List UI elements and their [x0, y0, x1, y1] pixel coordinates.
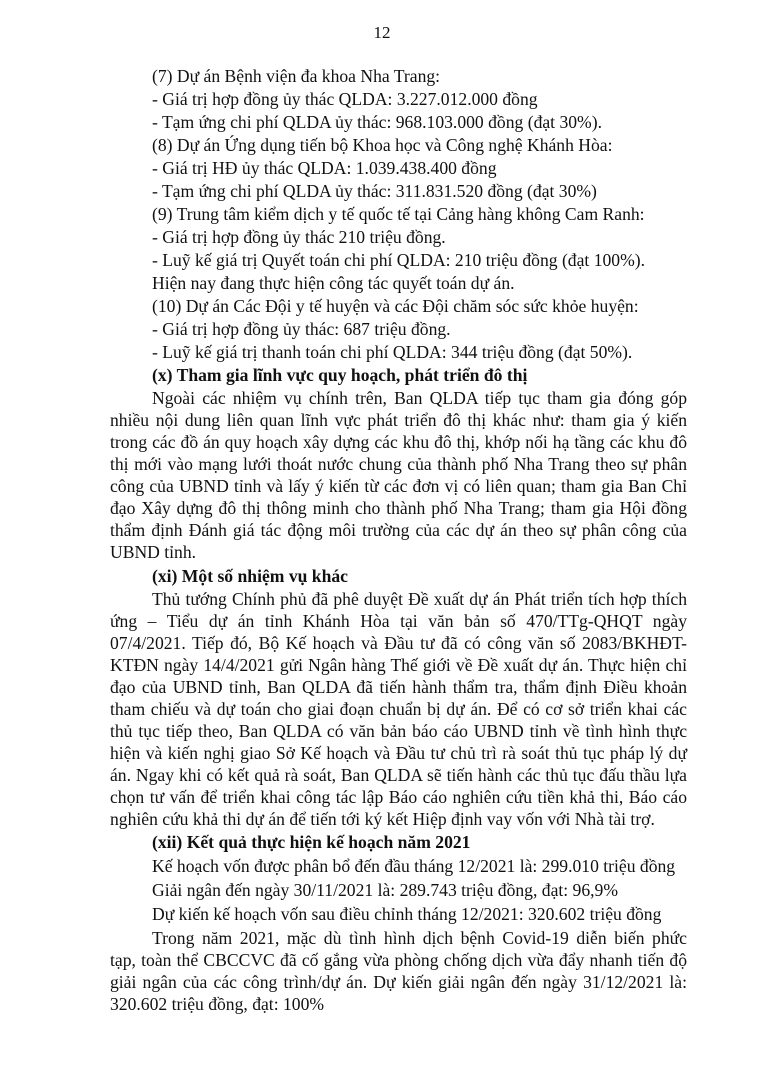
list-item: (9) Trung tâm kiểm dịch y tế quốc tế tại Cảng hàng không Cam Ranh:	[152, 204, 645, 224]
paragraph-line: 320.602 triệu đồng, đạt: 100%	[110, 994, 325, 1014]
paragraph-line: án. Ngay khi có kết quả rà soát, Ban QLDA sẽ tiến hành các thủ tục đấu thầu lựa	[110, 765, 687, 785]
paragraph-line: giải ngân của các công trình/dự án. Dự kiến giải ngân đến ngày 31/12/2021 là:	[110, 972, 687, 992]
paragraph-line: thủ tục tiếp theo, Ban QLDA có văn bản báo cáo UBND tỉnh về tình hình thực	[110, 721, 687, 741]
paragraph-line: Thủ tướng Chính phủ đã phê duyệt Đề xuất dự án Phát triển tích hợp thích	[152, 589, 687, 609]
paragraph-line: trong các đồ án quy hoạch xây dựng các khu đô thị, khớp nối hạ tầng các khu đô	[110, 432, 687, 452]
section-heading: (xii) Kết quả thực hiện kế hoạch năm 2021	[152, 832, 471, 852]
paragraph-line: nhiều nội dung liên quan lĩnh vực phát triển đô thị khác như: tham gia ý kiến	[110, 410, 687, 430]
summary-line: Kế hoạch vốn được phân bổ đến đầu tháng 12/2021 là: 299.010 triệu đồng	[152, 856, 676, 876]
paragraph-line: đạo Xây dựng đô thị thông minh cho thành phố Nha Trang; tham gia Hội đồng	[110, 498, 687, 518]
section-heading: (x) Tham gia lĩnh vực quy hoạch, phát triển đô thị	[152, 365, 528, 385]
list-item: (7) Dự án Bệnh viện đa khoa Nha Trang:	[152, 66, 441, 86]
list-item: - Luỹ kế giá trị Quyết toán chi phí QLDA: 210 triệu đồng (đạt 100%).	[152, 250, 646, 270]
page-number: 12	[373, 23, 391, 42]
list-item: - Tạm ứng chi phí QLDA ủy thác: 311.831.520 đồng (đạt 30%)	[152, 181, 597, 201]
paragraph-line: nghiên cứu khả thi dự án để tiến tới ký kết Hiệp định vay vốn với Nhà tài trợ.	[110, 809, 655, 829]
paragraph-line: Ngoài các nhiệm vụ chính trên, Ban QLDA tiếp tục tham gia đóng góp	[152, 388, 687, 408]
paragraph-line: Trong năm 2021, mặc dù tình hình dịch bệnh Covid-19 diễn biến phức	[152, 928, 687, 948]
list-item: - Giá trị hợp đồng ủy thác QLDA: 3.227.012.000 đồng	[152, 89, 538, 109]
paragraph-line: tạp, toàn thể CBCCVC đã cố gắng vừa phòng chống dịch vừa đẩy nhanh tiến độ	[110, 950, 687, 970]
summary-line: Giải ngân đến ngày 30/11/2021 là: 289.743 triệu đồng, đạt: 96,9%	[152, 880, 618, 900]
paragraph-line: thị mới vào mạng lưới thoát nước chung của thành phố Nha Trang theo sự phân	[110, 454, 687, 474]
list-item: (10) Dự án Các Đội y tế huyện và các Đội chăm sóc sức khỏe huyện:	[152, 296, 639, 316]
paragraph-line: thẩm định Đánh giá tác động môi trường của các dự án theo sự phân công của	[110, 520, 687, 540]
paragraph-line: công của UBND tỉnh và lấy ý kiến từ các đơn vị có liên quan; tham gia Ban Chỉ	[110, 476, 687, 496]
summary-line: Dự kiến kế hoạch vốn sau điều chỉnh tháng 12/2021: 320.602 triệu đồng	[152, 904, 662, 924]
paragraph-line: 07/4/2021. Tiếp đó, Bộ Kế hoạch và Đầu tư đã có công văn số 2083/BKHĐT-	[110, 633, 687, 653]
list-item: (8) Dự án Ứng dụng tiến bộ Khoa học và Công nghệ Khánh Hòa:	[152, 135, 613, 155]
list-item: - Giá trị HĐ ủy thác QLDA: 1.039.438.400 đồng	[152, 158, 497, 178]
paragraph-line: đạo của UBND tỉnh, Ban QLDA đã tiến hành thẩm tra, thẩm định Điều khoản	[110, 677, 687, 697]
list-item: - Giá trị hợp đồng ủy thác 210 triệu đồng.	[152, 227, 446, 247]
paragraph-line: chọn tư vấn để triển khai công tác lập Báo cáo nghiên cứu tiền khả thi, Báo cáo	[110, 787, 687, 807]
paragraph-line: KTĐN ngày 14/4/2021 gửi Ngân hàng Thế giới về Đề xuất dự án. Thực hiện chỉ	[110, 655, 687, 675]
paragraph-line: hiện và kiến nghị giao Sở Kế hoạch và Đầu tư chủ trì rà soát thủ tục pháp lý dự	[110, 743, 687, 763]
paragraph-line: UBND tỉnh.	[110, 542, 197, 562]
section-heading: (xi) Một số nhiệm vụ khác	[152, 566, 348, 586]
list-item: - Luỹ kế giá trị thanh toán chi phí QLDA: 344 triệu đồng (đạt 50%).	[152, 342, 633, 362]
list-item: Hiện nay đang thực hiện công tác quyết toán dự án.	[152, 273, 515, 293]
list-item: - Tạm ứng chi phí QLDA ủy thác: 968.103.000 đồng (đạt 30%).	[152, 112, 602, 132]
paragraph-line: ứng – Tiểu dự án tỉnh Khánh Hòa tại văn bản số 470/TTg-QHQT ngày	[110, 611, 687, 631]
paragraph-line: tham chiếu và dự toán cho giai đoạn chuẩn bị dự án. Để có cơ sở triển khai các	[110, 699, 687, 719]
list-item: - Giá trị hợp đồng ủy thác: 687 triệu đồng.	[152, 319, 451, 339]
